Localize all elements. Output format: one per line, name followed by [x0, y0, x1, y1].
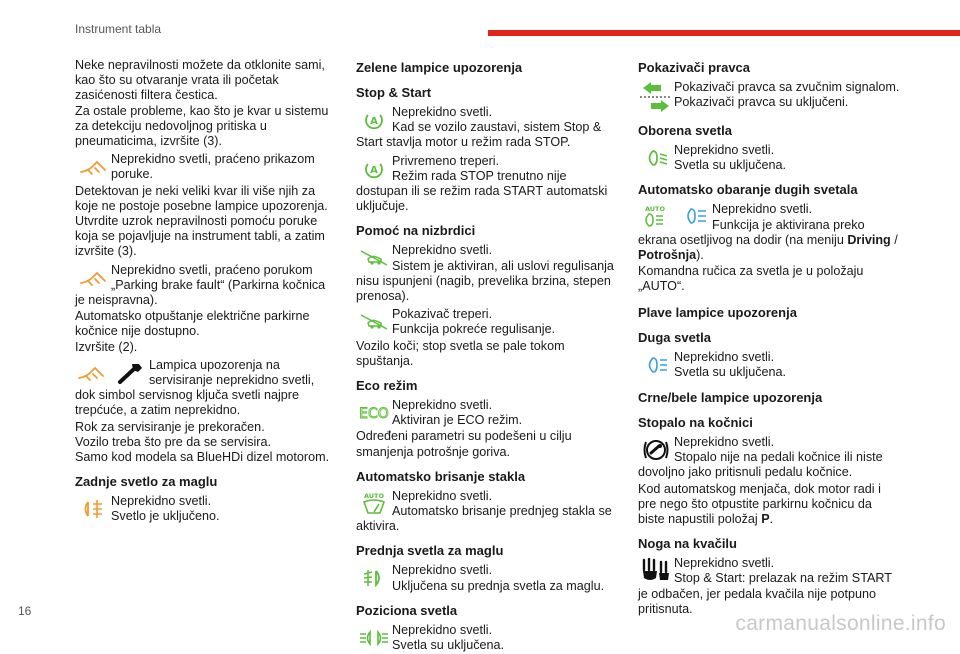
brake-foot-block [638, 435, 900, 481]
rear-fog-line-1: Neprekidno svetli. [111, 494, 212, 509]
rear-fog-heading: Zadnje svetlo za maglu [75, 474, 218, 490]
svg-text:AUTO: AUTO [644, 205, 666, 214]
intro-paragraph: Neke nepravilnosti možete da otklonite sami, kao što su otvaranje vrata ili početak zasićenosti filtera čestica. [75, 58, 325, 103]
indicator-arrows-icon [638, 80, 674, 114]
parking-brake-fault-block [75, 263, 337, 309]
warning-lamp-icon [79, 368, 103, 380]
foot-on-brake-icon [638, 435, 674, 465]
clutch-foot-line-2: Stop & Start: prelazak na režim START je odbačen, jer pedala kvačila nije potpuno pritisnuta. [638, 571, 892, 616]
warning-line-2: poruke. [111, 167, 154, 182]
indicators-heading: Pokazivači pravca [638, 60, 751, 75]
svg-text:ECO: ECO [359, 406, 389, 423]
front-fog-heading: Prednja svetla za maglu [356, 543, 504, 559]
auto-high-beam-icons [638, 202, 712, 232]
indicators-line-1: Pokazivači pravca sa zvučnim signalom. [674, 80, 900, 94]
gear-position-p: P [761, 512, 770, 527]
stop-start-2-line-1: Privremeno treperi. [392, 153, 500, 168]
eco-icon [356, 398, 392, 428]
warning-detail-2: Utvrdite uzrok nepravilnosti pomoću poruke koja se pojavljuje na instrument tabli, a zatim izvršite (3). [75, 214, 325, 259]
parking-fault-detail-2: Izvršite (2). [75, 339, 138, 354]
main-beam-line-2: Svetla su uključena. [674, 364, 787, 379]
foot-on-clutch-icon [638, 556, 674, 586]
service-icons [75, 358, 149, 388]
stop-start-block-2 [356, 154, 618, 215]
brake-foot-line-2: Stopalo nije na pedali kočnice ili niste dovoljno jako pritisnuli pedalu kočnice. [638, 450, 883, 480]
auto-wiper-icon [356, 489, 392, 519]
front-fog-icon [356, 563, 392, 593]
stop-start-block-1 [356, 105, 618, 151]
hill-descent-block-1 [356, 243, 618, 304]
service-line-2: servisiranje neprekidno svetli, dok simbol servisnog ključa svetli najpre trepćuće, a zatim neprekidno. [75, 373, 315, 418]
eco-detail: Određeni parametri su podešeni u cilju smanjenja potrošnje goriva. [356, 429, 572, 459]
blue-lamps-section-heading: Plave lampice upozorenja [638, 304, 797, 320]
hill-descent-detail: Vozilo koči; stop svetla se pale tokom spuštanja. [356, 338, 565, 368]
main-beam-heading: Duga svetla [638, 329, 711, 345]
intro-paragraph-2: Za ostale probleme, kao što je kvar u sistemu za detekciju nedovoljnog pritiska u pneumaticima, izvršite (3). [75, 103, 329, 149]
rear-fog-block [75, 494, 337, 524]
stop-start-1-line-1: Neprekidno svetli. [392, 105, 493, 119]
eco-heading: Eco režim [356, 378, 418, 394]
sidelights-block [356, 623, 618, 653]
hill-descent-icon [356, 307, 392, 337]
eco-line-1: Neprekidno svetli. [392, 398, 493, 413]
brake-foot-detail: Kod automatskog menjača, dok motor radi i pre nego što otpustite parkirnu kočnicu da biste napustili položaj P. [638, 481, 881, 527]
service-detail-3: Samo kod modela sa BlueHDi dizel motorom. [75, 450, 330, 465]
auto-high-beam-icon [645, 205, 666, 226]
green-lamps-section-heading: Zelene lampice upozorenja [356, 60, 523, 75]
column-1 [75, 58, 337, 526]
menu-driving: Driving [847, 232, 891, 247]
dipped-beam-heading: Oborena svetla [638, 123, 732, 138]
hill-descent-2-line-1: Pokazivač treperi. [392, 307, 493, 322]
watermark: carmanualsonline.info [735, 612, 946, 635]
warning-lamp-icon [75, 263, 111, 293]
hill-descent-block-2 [356, 307, 618, 337]
clutch-foot-heading: Noga na kvačilu [638, 536, 737, 552]
bw-lamps-section-heading: Crne/bele lampice upozorenja [638, 390, 823, 406]
dipped-beam-line-1: Neprekidno svetli. [674, 143, 775, 157]
parking-fault-detail-1: Automatsko otpuštanje električne parkirne kočnice nije dostupno. [75, 309, 310, 339]
column-2 [356, 58, 618, 654]
dipped-beam-line-2: Svetla su uključena. [674, 158, 787, 173]
auto-wiper-heading: Automatsko brisanje stakla [356, 468, 526, 484]
auto-wiper-line-2: Automatsko brisanje prednjeg stakla se aktivira. [356, 504, 612, 534]
stop-start-icon [356, 154, 392, 184]
service-line-1: Lampica upozorenja na [149, 357, 280, 372]
sidelights-icon [356, 623, 392, 653]
hill-descent-1-line-1: Neprekidno svetli. [392, 243, 493, 258]
rear-fog-line-2: Svetlo je uključeno. [111, 509, 220, 524]
parking-fault-line-1: Neprekidno svetli, praćeno porukom [111, 262, 313, 277]
hill-descent-heading: Pomoć na nizbrdici [356, 223, 476, 239]
service-warning-block [75, 358, 337, 419]
stop-start-icon [356, 105, 392, 135]
page-number: 16 [18, 604, 32, 618]
menu-potrosnja: Potrošnja [638, 248, 697, 263]
auto-high-beam-heading: Automatsko obaranje dugih svetala [638, 182, 858, 198]
main-beam-icon [638, 350, 674, 380]
warning-line-1: Neprekidno svetli, praćeno prikazom [111, 152, 315, 167]
sidelights-line-1: Neprekidno svetli. [392, 622, 493, 637]
wrench-icon [120, 364, 142, 382]
indicators-block [638, 80, 900, 114]
eco-block [356, 398, 618, 428]
warning-detail-1: Detektovan je neki veliki kvar ili više njih za koje ne postoje posebne lampice upozorenja. [75, 183, 328, 213]
auto-wiper-line-1: Neprekidno svetli. [392, 488, 493, 503]
clutch-foot-line-1: Neprekidno svetli. [674, 556, 775, 571]
main-beam-block [638, 350, 900, 380]
stop-start-1-line-2: Kad se vozilo zaustavi, sistem Stop & Start stavlja motor u režim rada STOP. [356, 120, 602, 150]
brake-foot-heading: Stopalo na kočnici [638, 415, 753, 431]
svg-text:AUTO: AUTO [363, 491, 385, 500]
hill-descent-2-line-2: Funkcija pokreće regulisanje. [392, 322, 556, 337]
main-beam-icon [688, 209, 706, 223]
sidelights-heading: Poziciona svetla [356, 602, 458, 618]
indicators-line-2: Pokazivači pravca su uključeni. [674, 95, 849, 110]
sidelights-line-2: Svetla su uključena. [392, 638, 505, 653]
svg-text:A: A [370, 164, 378, 176]
service-detail-2: Vozilo treba što pre da se servisira. [75, 434, 271, 449]
main-beam-line-1: Neprekidno svetli. [674, 349, 775, 364]
dipped-beam-block [638, 143, 900, 173]
stop-start-heading: Stop & Start [356, 85, 432, 100]
front-fog-line-1: Neprekidno svetli. [392, 563, 493, 578]
header-accent-bar [488, 30, 960, 36]
eco-line-2: Aktiviran je ECO režim. [392, 413, 523, 428]
hill-descent-icon [356, 243, 392, 273]
rear-fog-icon [75, 494, 111, 524]
stop-start-2-line-2: Režim rada STOP trenutno nije dostupan ili se režim rada START automatski uključuje. [356, 168, 608, 214]
auto-high-beam-detail: Komandna ručica za svetla je u položaju „AUTO“. [638, 264, 864, 294]
front-fog-block [356, 563, 618, 593]
general-warning-block [75, 152, 337, 182]
auto-high-beam-block [638, 202, 900, 263]
svg-text:A: A [370, 116, 378, 127]
auto-high-beam-line-1: Neprekidno svetli. [712, 202, 813, 217]
auto-wiper-block [356, 489, 618, 535]
parking-fault-line-2: „Parking brake fault“ (Parkirna kočnica je neispravna). [75, 277, 326, 308]
warning-lamp-icon [75, 152, 111, 182]
page-header-title: Instrument tabla [75, 22, 162, 36]
dipped-beam-icon [638, 143, 674, 173]
clutch-foot-block [638, 556, 900, 617]
auto-high-beam-line-2: Funkcija je aktivirana preko ekrana osetljivog na dodir (na meniju Driving / Potrošnja). [638, 217, 898, 263]
hill-descent-1-line-2: Sistem je aktiviran, ali uslovi regulisanja nisu ispunjeni (nagib, prevelika brzina, stepen prenosa). [356, 258, 614, 304]
service-detail-1: Rok za servisiranje je prekoračen. [75, 419, 265, 434]
column-3 [638, 58, 900, 618]
front-fog-line-2: Uključena su prednja svetla za maglu. [392, 578, 605, 593]
brake-foot-line-1: Neprekidno svetli. [674, 435, 775, 450]
